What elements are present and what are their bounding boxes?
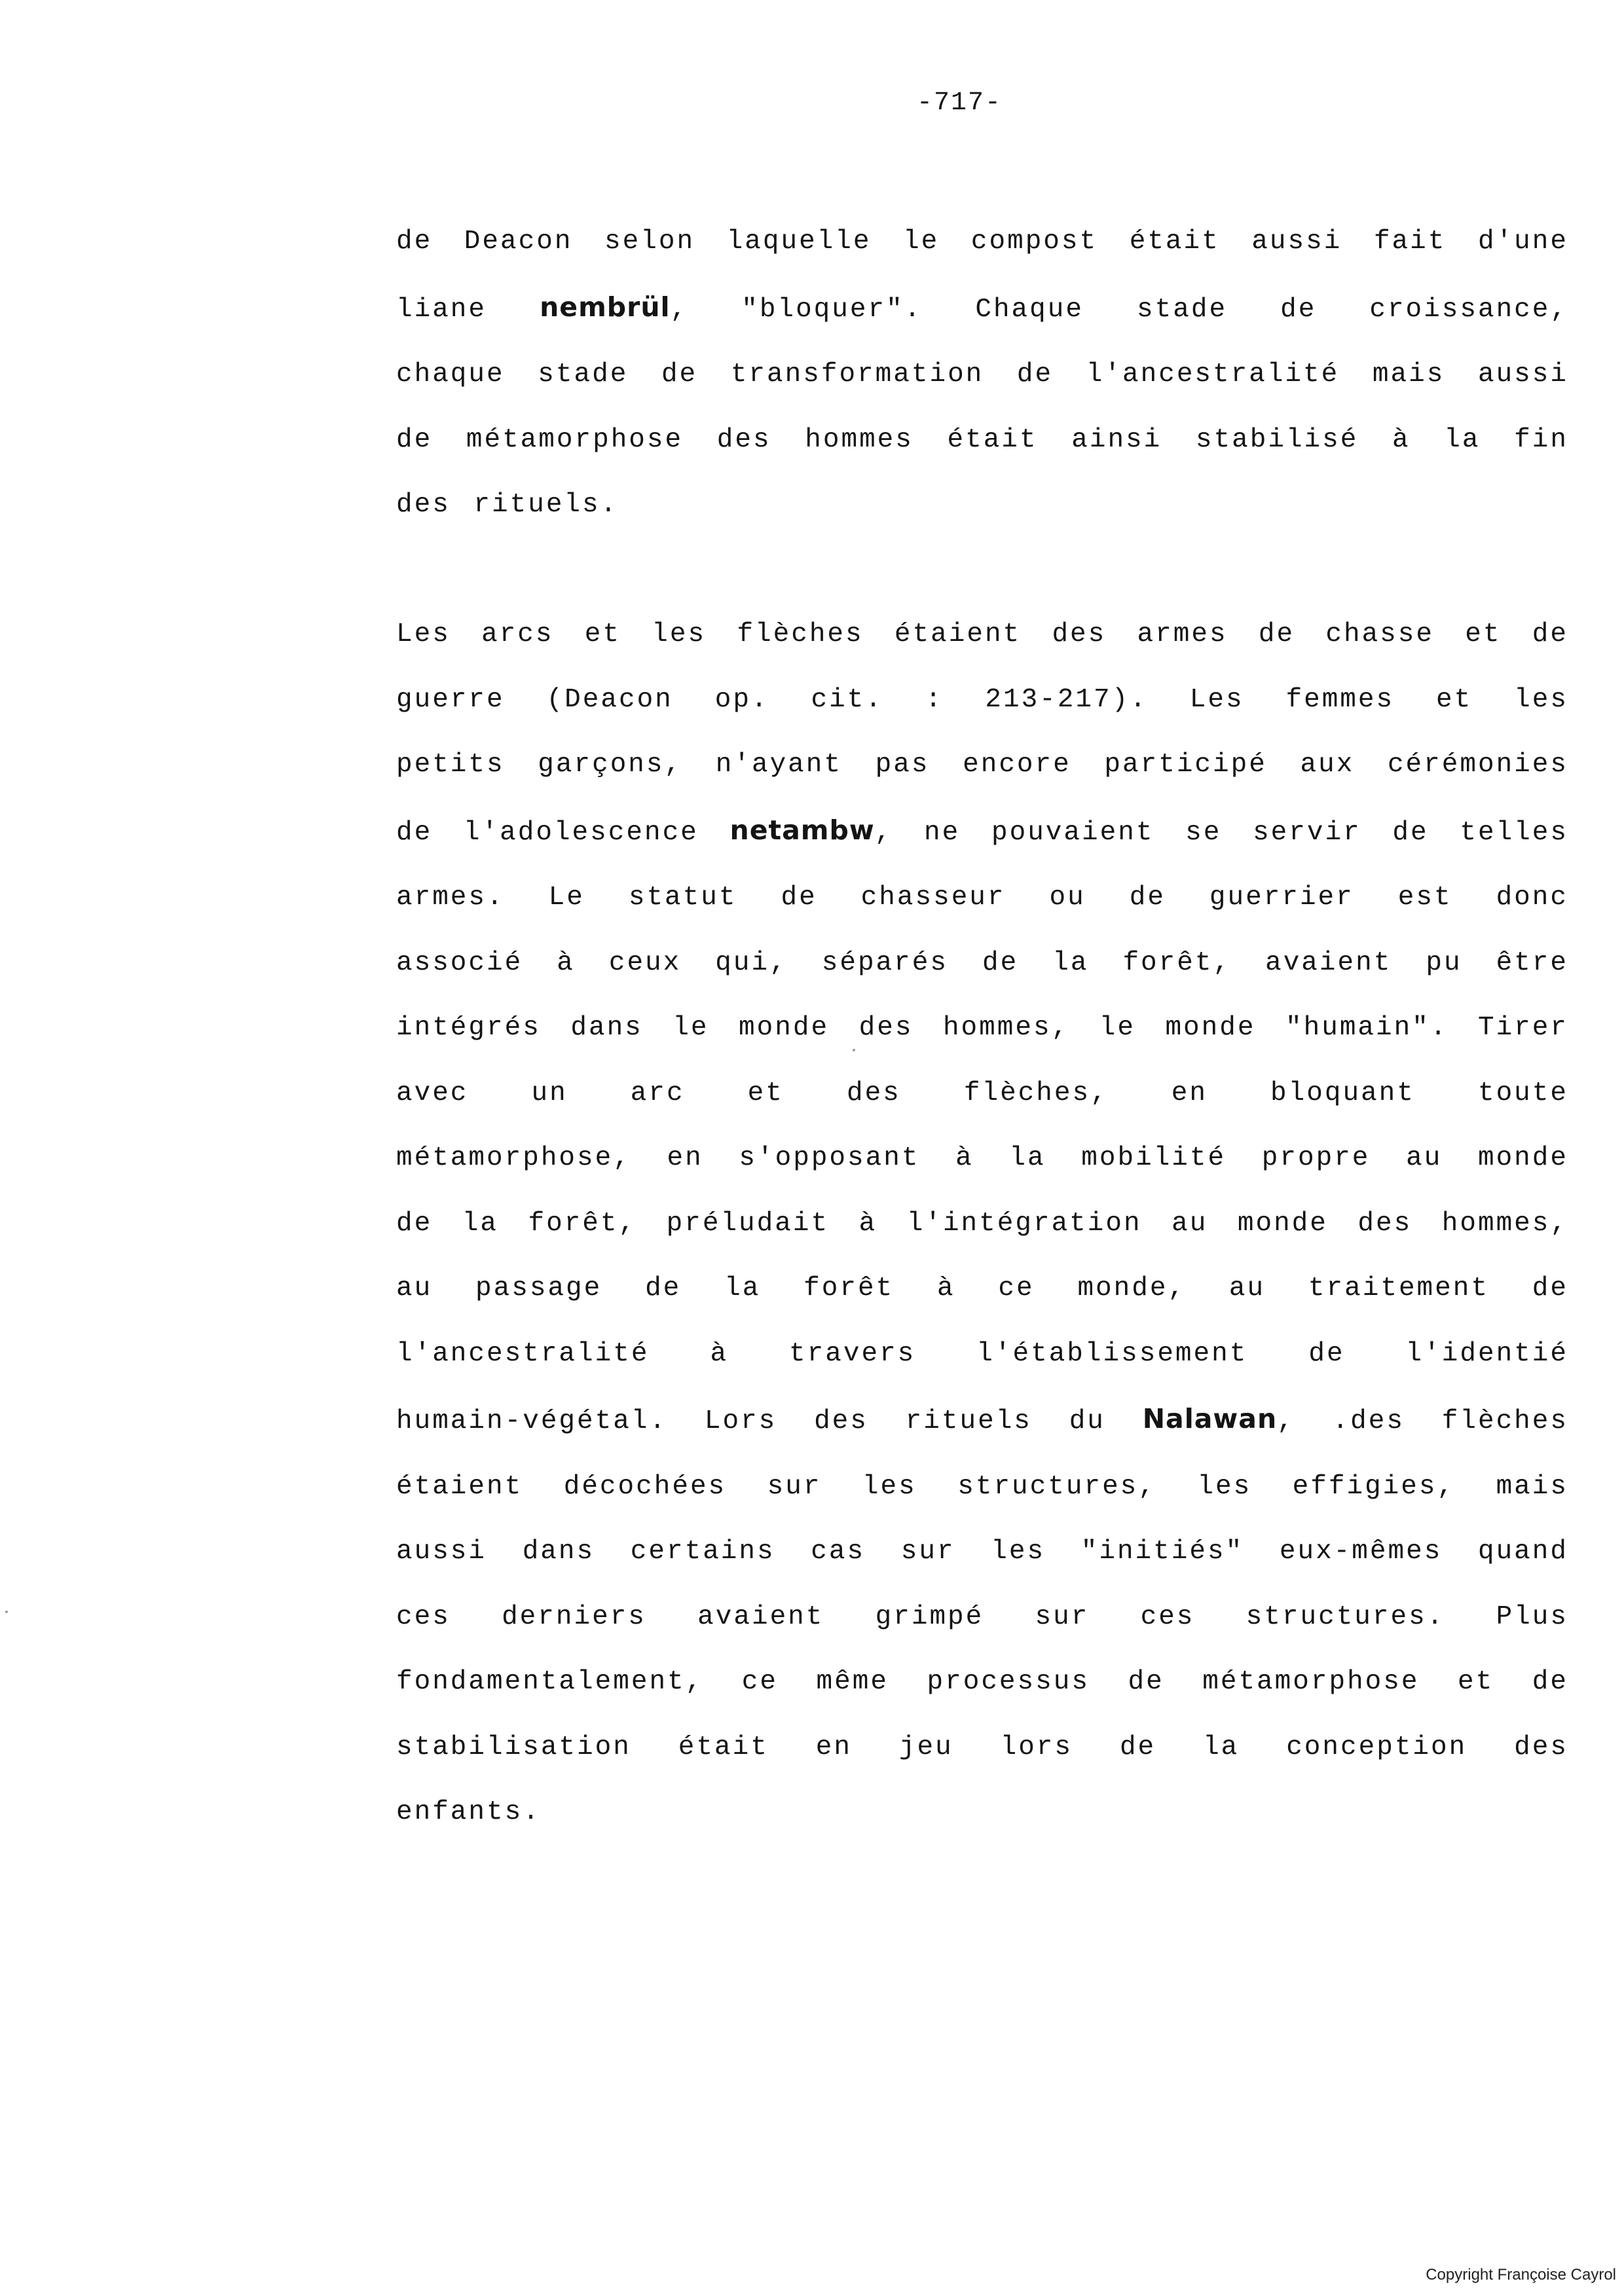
text-run: aussi dans certains cas sur les "initiés" eux-mêmes quand (396, 1537, 1568, 1567)
text-line (396, 996, 1568, 1061)
text-line (396, 1061, 1568, 1127)
text-run: de métamorphose des hommes était ainsi stabilisé à la fin (396, 424, 1568, 455)
scan-speck (5, 1611, 8, 1613)
text-run: petits garçons, n'ayant pas encore participé aux cérémonies (396, 750, 1568, 780)
text-line (396, 275, 1568, 343)
text-run: métamorphose, en s'opposant à la mobilité propre au monde (396, 1143, 1568, 1173)
text-line (396, 668, 1568, 733)
text-line (396, 1455, 1568, 1520)
text-line (396, 733, 1568, 798)
text-line (396, 1520, 1568, 1585)
text-line (396, 1715, 1568, 1781)
text-line (396, 1192, 1568, 1257)
text-run: au passage de la forêt à ce monde, au traitement de (396, 1273, 1568, 1303)
text-run: , .des flèches (1277, 1406, 1568, 1436)
text-line (396, 1650, 1568, 1715)
text-run: stabilisation était en jeu lors de la conception des (396, 1732, 1568, 1762)
text-line (396, 1387, 1568, 1455)
text-line (396, 1256, 1568, 1322)
text-run: l'ancestralité à travers l'établissement de l'identié (396, 1338, 1568, 1369)
paragraph-1 (396, 210, 1568, 538)
text-run: de Deacon selon laquelle le compost était aussi fait d'une (396, 227, 1568, 257)
text-line (396, 1780, 1568, 1846)
text-run: enfants. (396, 1797, 541, 1827)
text-line (396, 931, 1568, 996)
text-run: guerre (Deacon op. cit. : 213-217). Les femmes et les (396, 684, 1568, 715)
text-line (396, 1126, 1568, 1192)
text-run: , ne pouvaient se servir de telles (874, 817, 1568, 848)
text-run: ces derniers avaient grimpé sur ces structures. Plus (396, 1601, 1568, 1632)
text-line (396, 1322, 1568, 1387)
text-line (396, 210, 1568, 275)
copyright-notice: Copyright Françoise Cayrol (1426, 2266, 1616, 2284)
text-run: intégrés dans le monde des hommes, le monde "humain". Tirer (396, 1013, 1568, 1043)
text-line (396, 408, 1568, 473)
text-line (396, 798, 1568, 866)
paragraph-2 (396, 602, 1568, 1846)
bold-term: Nalawan (1142, 1403, 1278, 1434)
text-run: associé à ceux qui, séparés de la forêt, avaient pu être (396, 947, 1568, 978)
text-run: de la forêt, préludait à l'intégration au monde des hommes, (396, 1208, 1568, 1239)
text-line (396, 473, 1568, 538)
text-run: chaque stade de transformation de l'ancestralité mais aussi (396, 359, 1568, 390)
text-run: liane (396, 294, 540, 325)
text-line (396, 866, 1568, 931)
text-run: humain-végétal. Lors des rituels du (396, 1406, 1143, 1436)
text-run: fondamentalement, ce même processus de métamorphose et de (396, 1667, 1568, 1697)
text-run: avec un arc et des flèches, en bloquant toute (396, 1078, 1568, 1108)
text-run: de l'adolescence (396, 817, 730, 848)
text-run: Les arcs et les flèches étaient des armes de chasse et de (396, 619, 1568, 649)
text-line (396, 602, 1568, 668)
page-number: -717- (917, 88, 1003, 118)
text-run: étaient décochées sur les structures, les effigies, mais (396, 1471, 1568, 1502)
bold-term: nembrül (540, 291, 671, 323)
scan-speck (853, 1049, 855, 1051)
text-run: , "bloquer". Chaque stade de croissance, (670, 294, 1568, 325)
text-line (396, 1585, 1568, 1650)
text-line (396, 342, 1568, 408)
text-run: armes. Le statut de chasseur ou de guerrier est donc (396, 883, 1568, 913)
text-run: des rituels. (396, 490, 619, 520)
bold-term: netambw (729, 814, 875, 846)
